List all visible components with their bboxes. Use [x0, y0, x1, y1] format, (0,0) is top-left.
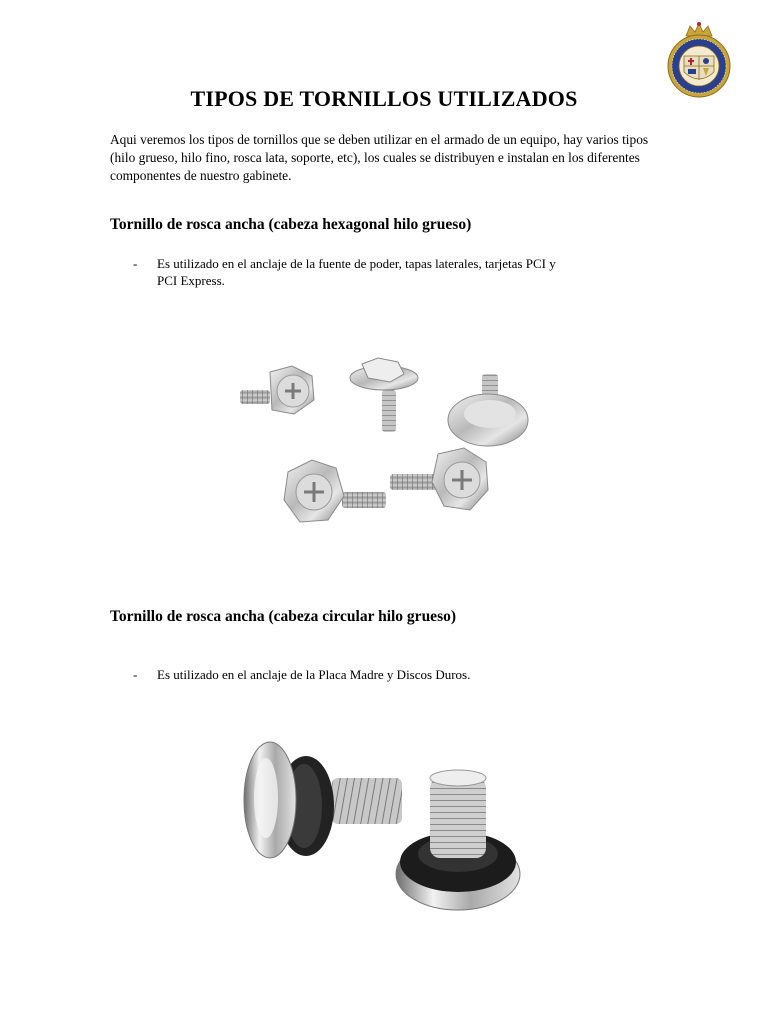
screw-right	[396, 770, 520, 910]
screw-2	[350, 358, 418, 432]
seal-crown	[686, 22, 712, 36]
screw-4	[284, 460, 386, 522]
screw-5	[390, 448, 488, 510]
intro-paragraph: Aqui veremos los tipos de tornillos que se deben utilizar en el armado de un equipo, hay varios tipos (hilo grueso, hilo fino, rosca lata, soporte, etc), los cuales se distribuyen e instalan en los diferentes componentes de nuestro gabinete.	[110, 132, 649, 183]
screw-1	[240, 366, 314, 414]
circular-screws-image	[236, 722, 536, 932]
bullet-text-line-1: Es utilizado en el anclaje de la fuente de poder, tapas laterales, tarjetas PCI y	[157, 256, 556, 271]
bullet-text-line-2: PCI Express.	[157, 273, 225, 288]
section-heading-circular: Tornillo de rosca ancha (cabeza circular hilo grueso)	[110, 608, 457, 625]
screw-left	[244, 742, 402, 858]
page-title: TIPOS DE TORNILLOS UTILIZADOS	[190, 86, 578, 111]
hexagonal-screws-image	[232, 350, 532, 550]
section-heading-hexagonal: Tornillo de rosca ancha (cabeza hexagonal hilo grueso)	[110, 216, 472, 233]
bullet-text-line-1: Es utilizado en el anclaje de la Placa Madre y Discos Duros.	[157, 667, 471, 682]
bullet-marker: -	[133, 256, 138, 271]
screw-3	[448, 374, 528, 446]
bullet-marker: -	[133, 667, 138, 682]
